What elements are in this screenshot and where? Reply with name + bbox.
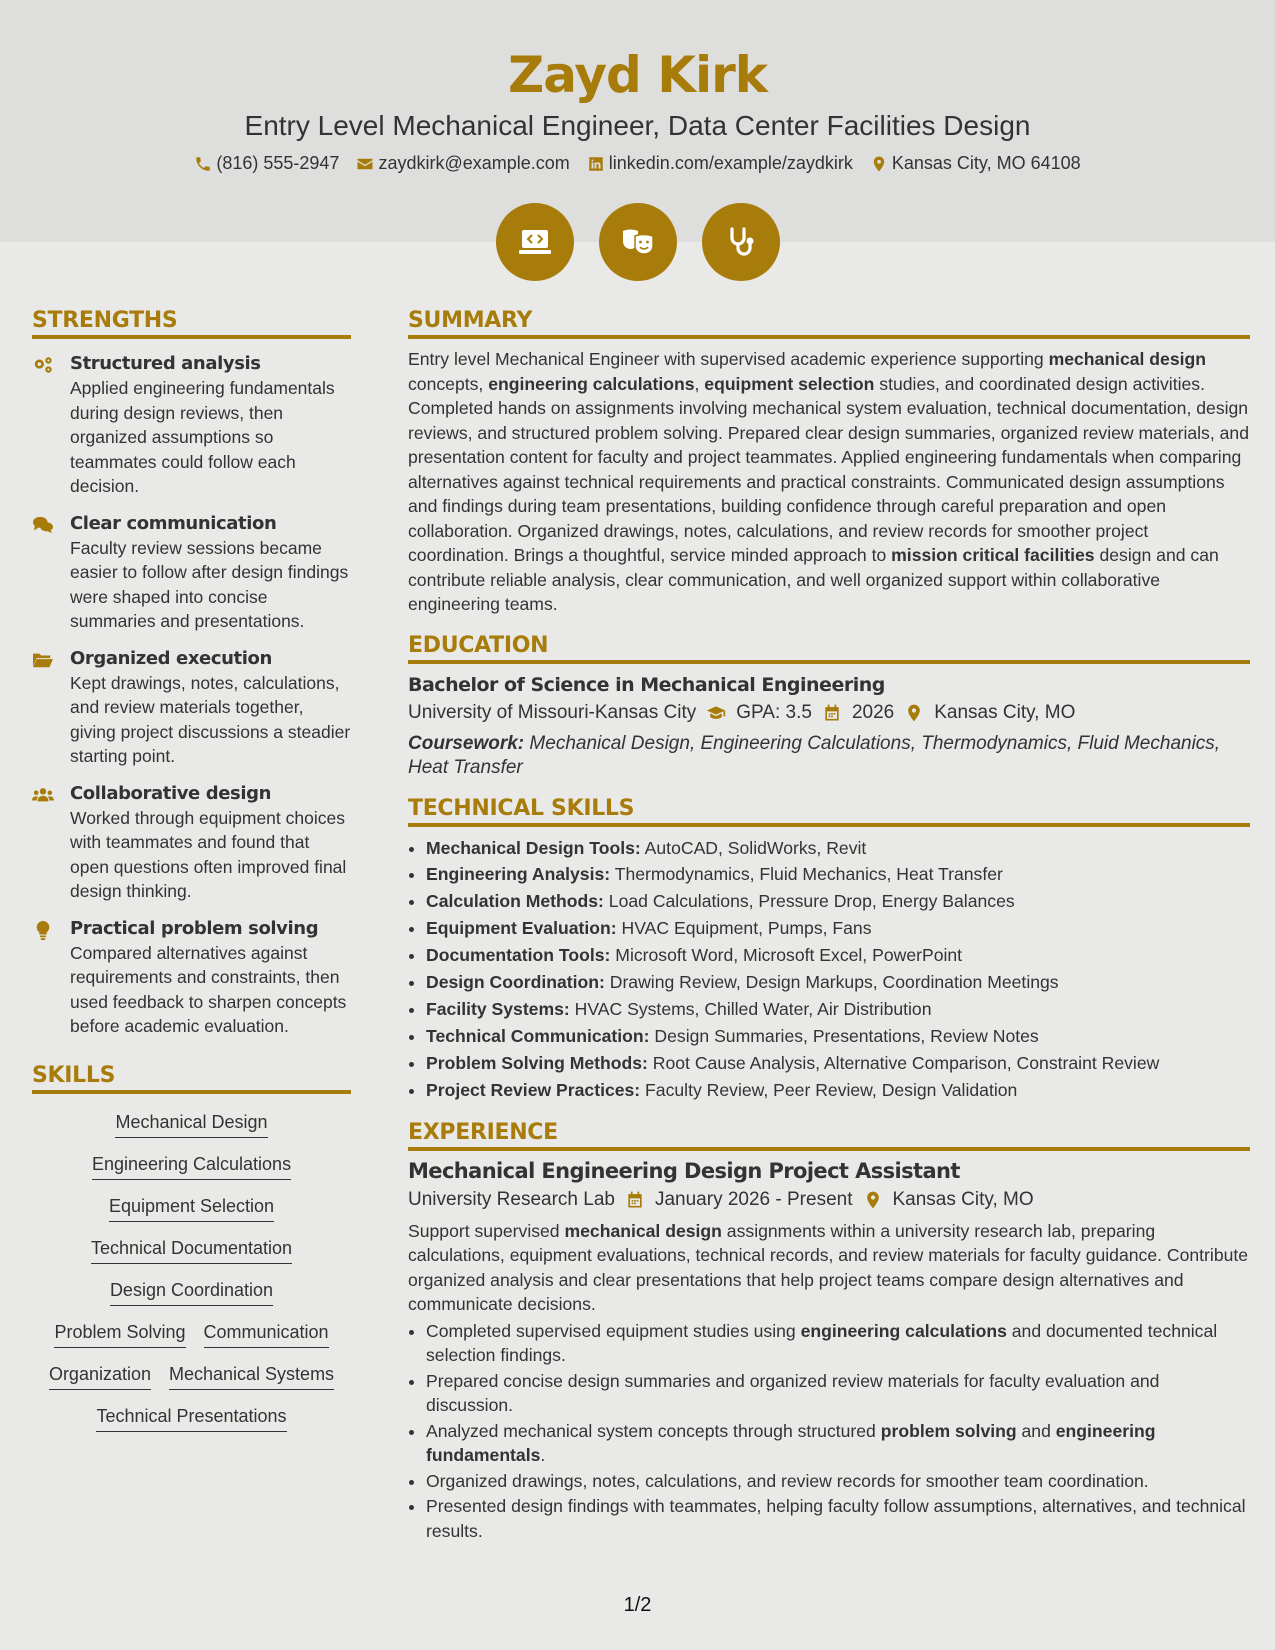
contact-location (870, 153, 1081, 174)
interest-icons (0, 203, 1275, 281)
skill-label: Project Review Practices: (426, 1079, 641, 1100)
summary-text (408, 347, 1250, 617)
technical-skills-heading: TECHNICAL SKILLS (408, 796, 1250, 827)
gpa: GPA: 3.5 (736, 701, 812, 723)
bullet-part: Completed supervised equipment studies using (426, 1320, 801, 1341)
skill-tag: Engineering Calculations (92, 1152, 291, 1180)
contact-line (0, 153, 1275, 174)
skill-tag: Organization (49, 1362, 151, 1390)
bullet-part: and (1016, 1420, 1056, 1441)
comments-icon-svg (32, 515, 54, 535)
skill-label: Calculation Methods: (426, 891, 604, 912)
gears-icon-svg (32, 355, 54, 375)
summary-part: , (694, 373, 705, 394)
skill-tag: Technical Documentation (91, 1236, 292, 1264)
coursework (408, 732, 1250, 780)
summary-part: design and can contribute reliable analysis, clear communication, and well organized support within collaborative engineering teams. (408, 545, 1219, 614)
experience-description (408, 1219, 1250, 1317)
summary-bold: mission critical facilities (891, 545, 1095, 565)
list-item: • Prepared concise design summaries and organized review materials for faculty evaluation and discussion. (426, 1369, 1250, 1418)
summary-heading: SUMMARY (408, 308, 1250, 339)
phone-text: (816) 555-2947 (216, 153, 340, 173)
list-item (426, 1077, 1250, 1104)
skill-value: HVAC Systems, Chilled Water, Air Distribution (569, 998, 932, 1019)
education-meta (408, 702, 1250, 724)
skill-tag: Technical Presentations (96, 1404, 286, 1432)
lightbulb-icon-svg (32, 920, 54, 940)
contact-phone[interactable] (194, 153, 339, 174)
summary-part: concepts, (408, 373, 489, 394)
experience-location: Kansas City, MO (892, 1188, 1034, 1210)
summary-bold: mechanical design (1048, 349, 1206, 369)
laptop-code-icon (515, 222, 555, 262)
users-icon (32, 783, 70, 904)
school-location: Kansas City, MO (934, 701, 1076, 723)
bullet-bold: problem solving (880, 1420, 1017, 1441)
users-icon-svg (32, 785, 54, 805)
strength-desc: Compared alternatives against requirements and constraints, then used feedback to sharpen concepts before academic evaluation. (70, 942, 347, 1036)
map-marker-icon (863, 1190, 883, 1210)
graduation-cap-icon (706, 703, 726, 723)
candidate-name: Zayd Kirk (507, 46, 768, 104)
masks-theater-icon (618, 222, 658, 262)
stethoscope-icon (721, 222, 761, 262)
list-item (426, 888, 1250, 915)
desc-part: Support supervised (408, 1220, 565, 1241)
strength-desc: Applied engineering fundamentals during design reviews, then organized assumptions so teammates could follow each decision. (70, 378, 335, 496)
strength-desc: Kept drawings, notes, calculations, and review materials together, giving project discussions a steadier starting point. (70, 672, 351, 766)
summary-part: Entry level Mechanical Engineer with supervised academic experience supporting (408, 349, 1049, 369)
experience-bullets (426, 1319, 1250, 1544)
strength-title: Organized execution (70, 647, 272, 669)
strength-title: Structured analysis (70, 353, 261, 374)
list-item (426, 835, 1250, 862)
strength-item (32, 353, 351, 499)
envelope-icon (356, 155, 374, 173)
contact-linkedin[interactable] (587, 153, 853, 174)
skills-heading: SKILLS (32, 1063, 351, 1094)
education-heading: EDUCATION (408, 633, 1250, 664)
job-title: Entry Level Mechanical Engineer, Data Center Facilities Design (244, 110, 1031, 141)
skill-tag: Problem Solving (54, 1320, 185, 1348)
skill-label: Engineering Analysis: (426, 864, 611, 885)
list-item (426, 861, 1250, 888)
list-item (426, 942, 1250, 969)
skill-value: HVAC Equipment, Pumps, Fans (616, 918, 872, 939)
skill-tag: Design Coordination (110, 1278, 273, 1306)
grad-year: 2026 (851, 701, 895, 723)
skill-tag: Communication (204, 1320, 329, 1348)
strengths-heading: STRENGTHS (32, 308, 351, 339)
skill-label: Design Coordination: (426, 972, 605, 993)
list-item (426, 996, 1250, 1023)
degree-title: Bachelor of Science in Mechanical Engineering (408, 673, 885, 696)
strength-item (32, 918, 351, 1039)
experience-dates: January 2026 - Present (654, 1188, 853, 1210)
gears-icon (32, 353, 70, 499)
employer: University Research Lab (408, 1188, 615, 1210)
skill-value: Root Cause Analysis, Alternative Comparison, Constraint Review (647, 1052, 1160, 1073)
skill-tag: Mechanical Design (115, 1110, 267, 1138)
coursework-list: Mechanical Design, Engineering Calculations, Thermodynamics, Fluid Mechanics, Heat Transfer (408, 732, 1221, 778)
desc-part: assignments within a university research lab, preparing calculations, equipment evaluations, technical records, and review materials for faculty guidance. Contribute organized analysis and clear presentations that help project teams compare design alternatives and communicate decisions. (408, 1220, 1249, 1315)
experience-heading: EXPERIENCE (408, 1120, 1250, 1151)
strength-item (32, 783, 351, 904)
strength-title: Collaborative design (70, 782, 271, 804)
skill-label: Technical Communication: (426, 1025, 650, 1046)
list-item: • Organized drawings, notes, calculations, and review records for smoother team coordination. (426, 1469, 1250, 1494)
linkedin-text: linkedin.com/example/zaydkirk (608, 153, 853, 173)
skill-value: Drawing Review, Design Markups, Coordination Meetings (604, 972, 1059, 993)
skill-label: Documentation Tools: (426, 945, 611, 966)
skill-value: Design Summaries, Presentations, Review Notes (649, 1025, 1039, 1046)
summary-bold: engineering calculations (488, 373, 695, 394)
coursework-label: Coursework: (408, 732, 525, 754)
folder-open-icon (32, 648, 70, 769)
strength-desc: Faculty review sessions became easier to follow after design findings were shaped into concise summaries and presentations. (70, 537, 349, 631)
experience-meta (408, 1189, 1250, 1211)
desc-bold: mechanical design (564, 1220, 722, 1241)
calendar-icon (822, 703, 842, 723)
list-item (426, 969, 1250, 996)
list-item (426, 1023, 1250, 1050)
list-item (426, 1419, 1250, 1468)
strength-title: Clear communication (70, 512, 277, 534)
lightbulb-icon (32, 918, 70, 1039)
bullet-bold: engineering fundamentals (426, 1420, 1156, 1466)
list-item (426, 915, 1250, 942)
calendar-icon (625, 1190, 645, 1210)
strength-item (32, 513, 351, 634)
skill-value: Faculty Review, Peer Review, Design Validation (640, 1079, 1018, 1100)
skill-label: Equipment Evaluation: (426, 918, 617, 939)
page-number: 1/2 (623, 1594, 652, 1616)
school-name: University of Missouri-Kansas City (408, 701, 697, 723)
strength-title: Practical problem solving (70, 917, 319, 939)
strength-desc: Worked through equipment choices with teammates and found that open questions often improved final design thinking. (70, 807, 347, 901)
bullet-part: Analyzed mechanical system concepts through structured (426, 1420, 881, 1441)
skill-label: Mechanical Design Tools: (426, 837, 641, 858)
list-item: • Presented design findings with teammates, helping faculty follow assumptions, alternatives, and technical results. (426, 1494, 1250, 1543)
list-item (426, 1319, 1250, 1368)
experience-title: Mechanical Engineering Design Project Assistant (408, 1158, 960, 1183)
skill-value: AutoCAD, SolidWorks, Revit (640, 837, 867, 858)
comments-icon (32, 513, 70, 634)
email-text: zaydkirk@example.com (378, 153, 570, 173)
summary-bold: equipment selection (704, 373, 875, 394)
skill-tag: Mechanical Systems (169, 1362, 334, 1390)
map-marker-icon (870, 155, 888, 173)
skill-value: Microsoft Word, Microsoft Excel, PowerPoint (610, 945, 963, 966)
skill-label: Facility Systems: (426, 998, 570, 1019)
bullet-part: and documented technical selection findings. (426, 1320, 1218, 1366)
strength-item (32, 648, 351, 769)
map-marker-icon (904, 703, 924, 723)
bullet-part: . (540, 1445, 546, 1466)
right-column (408, 308, 1250, 1544)
folder-open-icon-svg (32, 650, 54, 670)
laptop-code-badge (496, 203, 574, 281)
linkedin-icon (587, 155, 605, 173)
skill-value: Thermodynamics, Fluid Mechanics, Heat Transfer (610, 864, 1003, 885)
contact-email[interactable] (356, 153, 569, 174)
summary-part: studies, and coordinated design activities. Completed hands on assignments involving mechanical system evaluation, technical documentation, design reviews, and structured problem solving. Prepared clear design summaries, organized review materials, and presentation content for faculty and project teammates. Applied engineering fundamentals when comparing alternatives against technical requirements and practical constraints. Communicated design assumptions and findings during team presentations, building confidence through careful preparation and open collaboration. Organized drawings, notes, calculations, and review records for smoother project coordination. Brings a thoughtful, service minded approach to (408, 373, 1249, 565)
left-column (32, 308, 351, 1432)
technical-skills-list (426, 835, 1250, 1104)
stethoscope-badge (702, 203, 780, 281)
skill-label: Problem Solving Methods: (426, 1052, 648, 1073)
bullet-bold: engineering calculations (800, 1320, 1007, 1341)
skill-tag: Equipment Selection (109, 1194, 274, 1222)
theater-masks-badge (599, 203, 677, 281)
location-text: Kansas City, MO 64108 (891, 153, 1081, 173)
skill-value: Load Calculations, Pressure Drop, Energy Balances (603, 891, 1015, 912)
phone-icon (194, 155, 212, 173)
skills-tags (32, 1110, 351, 1432)
list-item (426, 1050, 1250, 1077)
